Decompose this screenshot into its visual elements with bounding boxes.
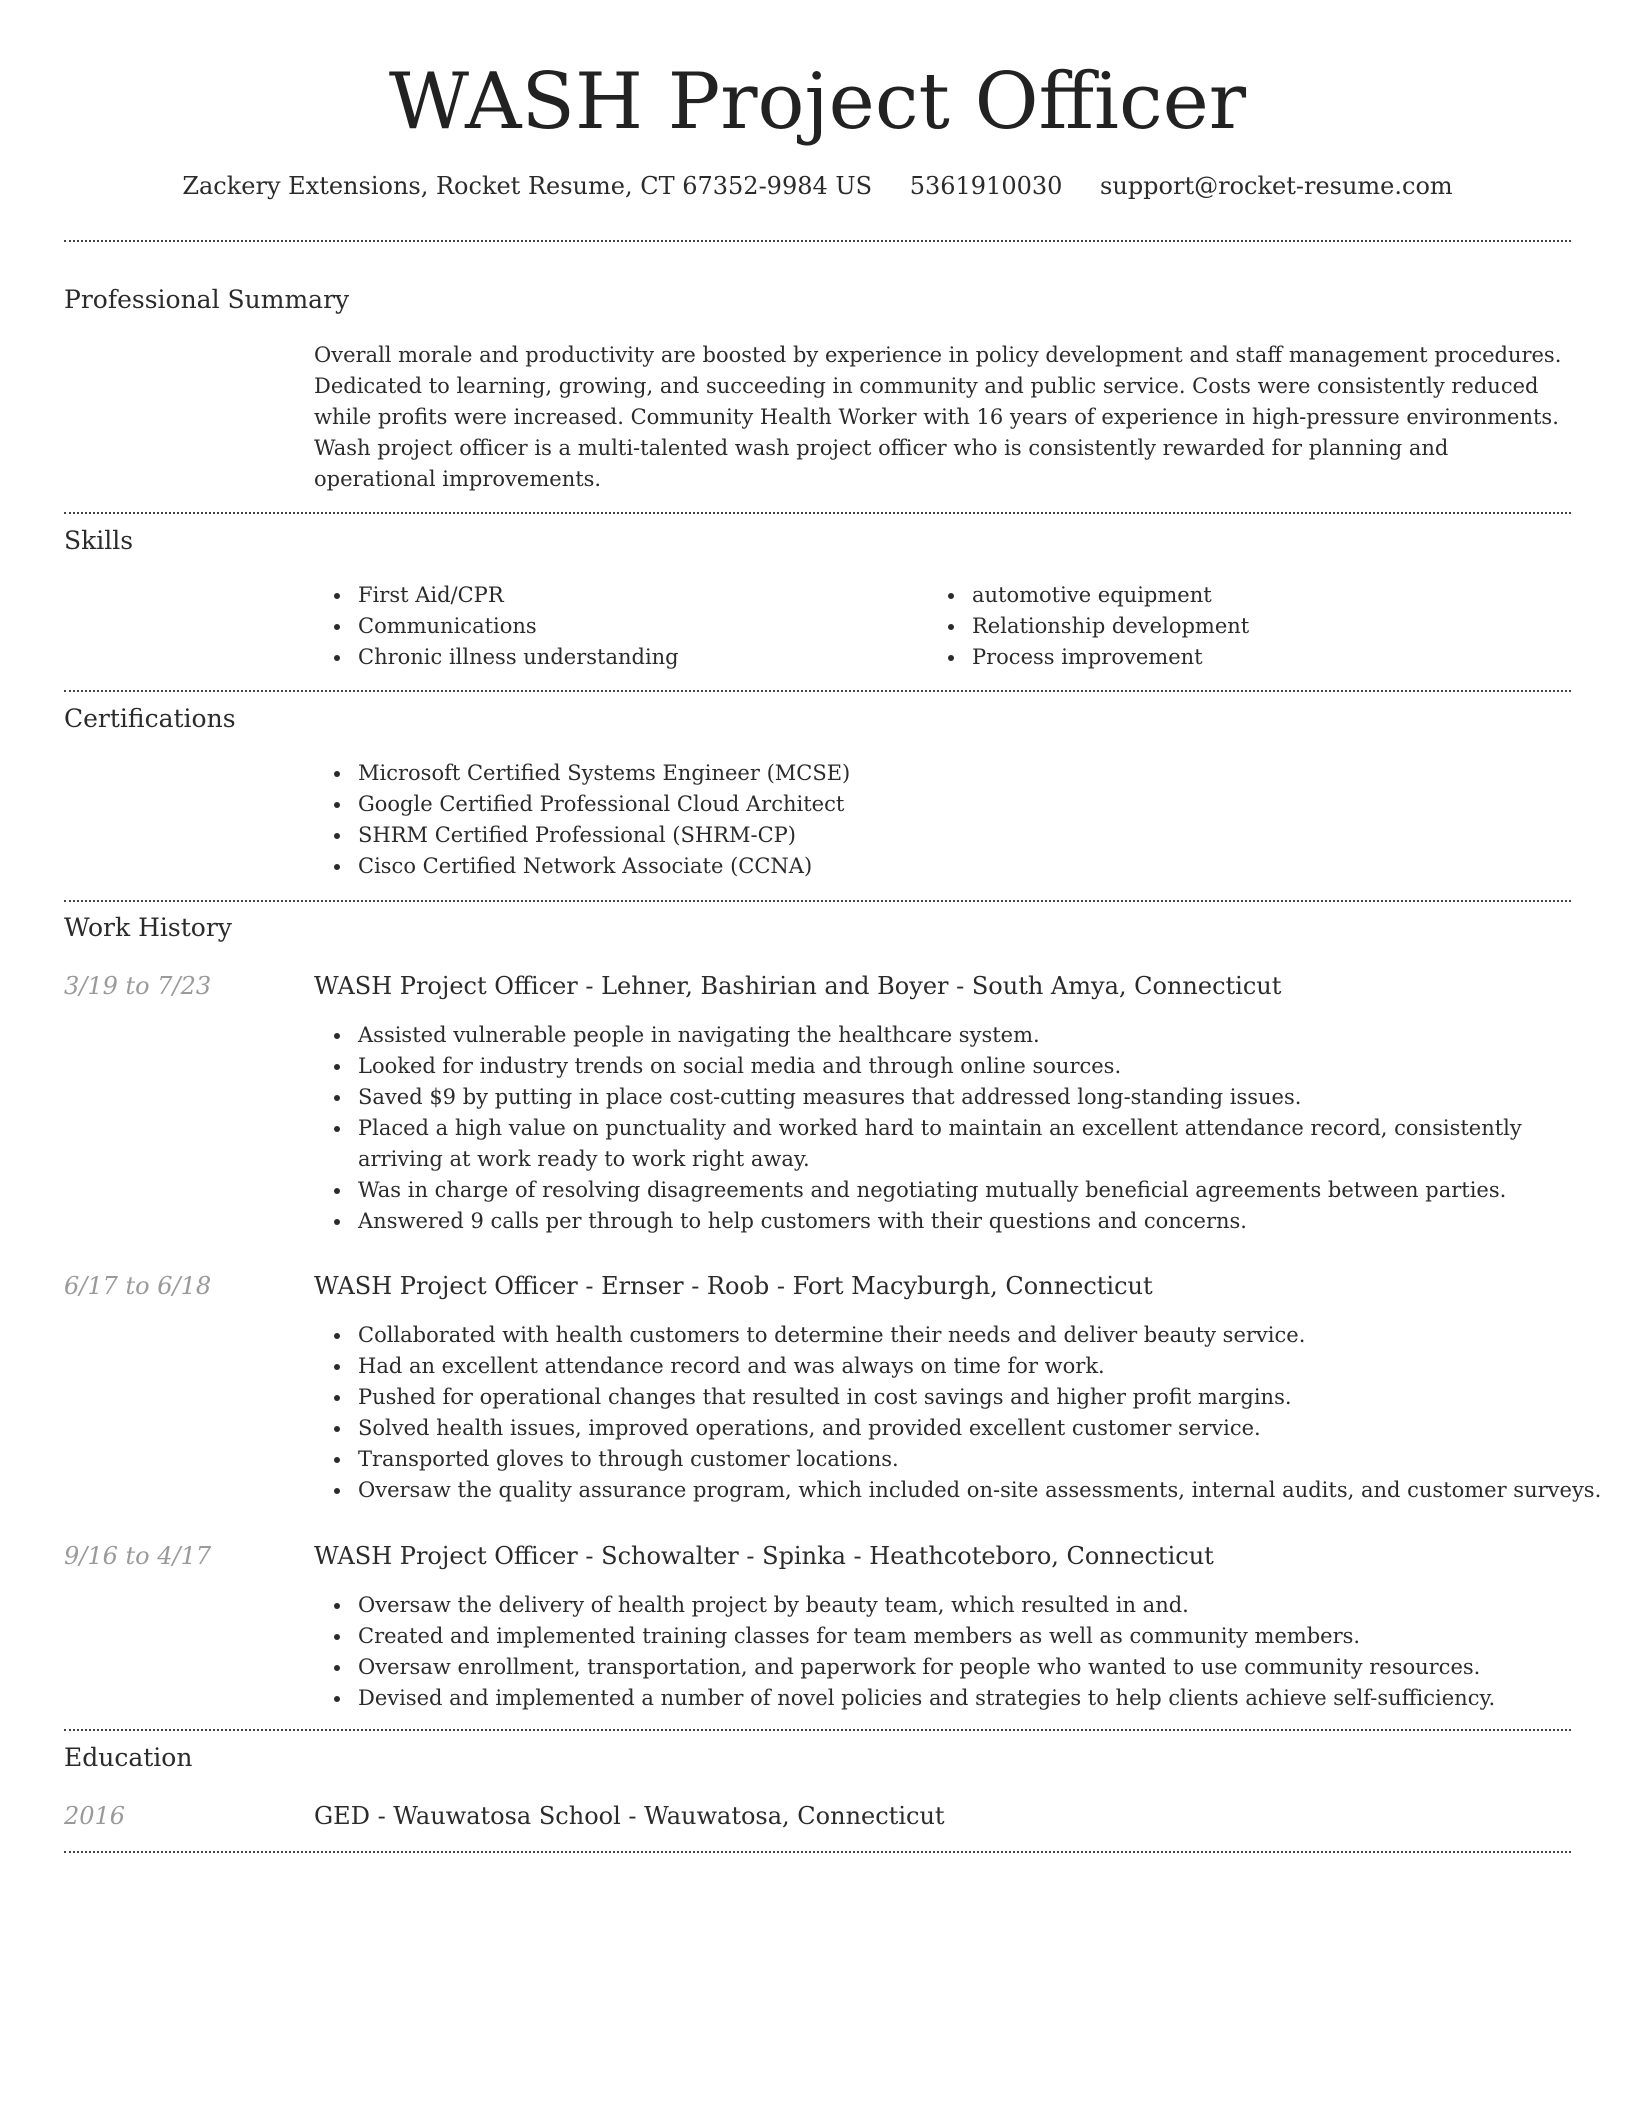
work-heading: Work History: [64, 913, 232, 942]
job-bullet: Placed a high value on punctuality and worked hard to maintain an excellent attendance record, consistently arriving at work ready to work right away.: [358, 1113, 1588, 1175]
job-bullet: Oversaw enrollment, transportation, and paperwork for people who wanted to use community resources.: [358, 1652, 1608, 1683]
job-title: WASH Project Officer - Schowalter - Spinka - Heathcoteboro, Connecticut: [314, 1542, 1214, 1570]
skill-item: Relationship development: [972, 611, 1532, 642]
job-bullet: Transported gloves to through customer locations.: [358, 1444, 1608, 1475]
certifications-heading: Certifications: [64, 704, 236, 733]
job-bullet: Collaborated with health customers to determine their needs and deliver beauty service.: [358, 1320, 1608, 1351]
contact-line: [64, 170, 1571, 202]
contact-email: support@rocket-resume.com: [1100, 172, 1453, 200]
job-bullet: Answered 9 calls per through to help customers with their questions and concerns.: [358, 1206, 1588, 1237]
divider: [64, 690, 1571, 692]
divider: [64, 240, 1571, 242]
skill-item: automotive equipment: [972, 580, 1532, 611]
divider: [64, 1851, 1571, 1853]
job-bullet: Solved health issues, improved operations, and provided excellent customer service.: [358, 1413, 1608, 1444]
job-bullet: Devised and implemented a number of novel policies and strategies to help clients achieve self-sufficiency.: [358, 1683, 1608, 1714]
contact-phone: 5361910030: [909, 172, 1063, 200]
skill-item: First Aid/CPR: [358, 580, 918, 611]
job-bullet: Pushed for operational changes that resulted in cost savings and higher profit margins.: [358, 1382, 1608, 1413]
education-year: 2016: [64, 1802, 126, 1830]
job-bullets: [314, 1320, 1608, 1506]
job-dates: 6/17 to 6/18: [64, 1272, 212, 1300]
job-dates: 3/19 to 7/23: [64, 972, 212, 1000]
certifications-list: [314, 758, 1558, 882]
divider: [64, 512, 1571, 514]
skills-heading: Skills: [64, 526, 134, 555]
skill-item: Process improvement: [972, 642, 1532, 673]
skill-item: Chronic illness understanding: [358, 642, 918, 673]
job-title: WASH Project Officer - Lehner, Bashirian and Boyer - South Amya, Connecticut: [314, 972, 1282, 1000]
job-bullet: Assisted vulnerable people in navigating the healthcare system.: [358, 1020, 1588, 1051]
divider: [64, 900, 1571, 902]
contact-address: Zackery Extensions, Rocket Resume, CT 67352-9984 US: [182, 172, 873, 200]
job-bullet: Looked for industry trends on social media and through online sources.: [358, 1051, 1588, 1082]
certification-item: Microsoft Certified Systems Engineer (MCSE): [358, 758, 1558, 789]
job-bullets: [314, 1020, 1588, 1237]
certification-item: Google Certified Professional Cloud Architect: [358, 789, 1558, 820]
job-bullet: Oversaw the delivery of health project by beauty team, which resulted in and.: [358, 1590, 1608, 1621]
summary-heading: Professional Summary: [64, 285, 350, 314]
job-dates: 9/16 to 4/17: [64, 1542, 212, 1570]
skill-item: Communications: [358, 611, 918, 642]
certification-item: SHRM Certified Professional (SHRM-CP): [358, 820, 1558, 851]
job-bullet: Oversaw the quality assurance program, which included on-site assessments, internal audits, and customer surveys.: [358, 1475, 1608, 1506]
skills-list-left: [314, 580, 918, 673]
divider: [64, 1729, 1571, 1731]
summary-text: Overall morale and productivity are boosted by experience in policy development and staff management procedures. Dedicated to learning, growing, and succeeding in community and public service. Costs were consistently reduced while profits were increased. Community Health Worker with 16 years of experience in high-pressure environments. Wash project officer is a multi-talented wash project officer who is consistently rewarded for planning and operational improvements.: [314, 343, 1562, 491]
certification-item: Cisco Certified Network Associate (CCNA): [358, 851, 1558, 882]
job-bullet: Created and implemented training classes for team members as well as community members.: [358, 1621, 1608, 1652]
education-heading: Education: [64, 1743, 193, 1772]
job-bullet: Saved $9 by putting in place cost-cutting measures that addressed long-standing issues.: [358, 1082, 1588, 1113]
job-bullets: [314, 1590, 1608, 1714]
job-bullet: Had an excellent attendance record and was always on time for work.: [358, 1351, 1608, 1382]
skills-list-right: [928, 580, 1532, 673]
job-title: WASH Project Officer - Ernser - Roob - Fort Macyburgh, Connecticut: [314, 1272, 1153, 1300]
resume-title: WASH Project Officer: [388, 57, 1247, 147]
job-bullet: Was in charge of resolving disagreements and negotiating mutually beneficial agreements between parties.: [358, 1175, 1588, 1206]
education-entry: GED - Wauwatosa School - Wauwatosa, Connecticut: [314, 1802, 945, 1830]
